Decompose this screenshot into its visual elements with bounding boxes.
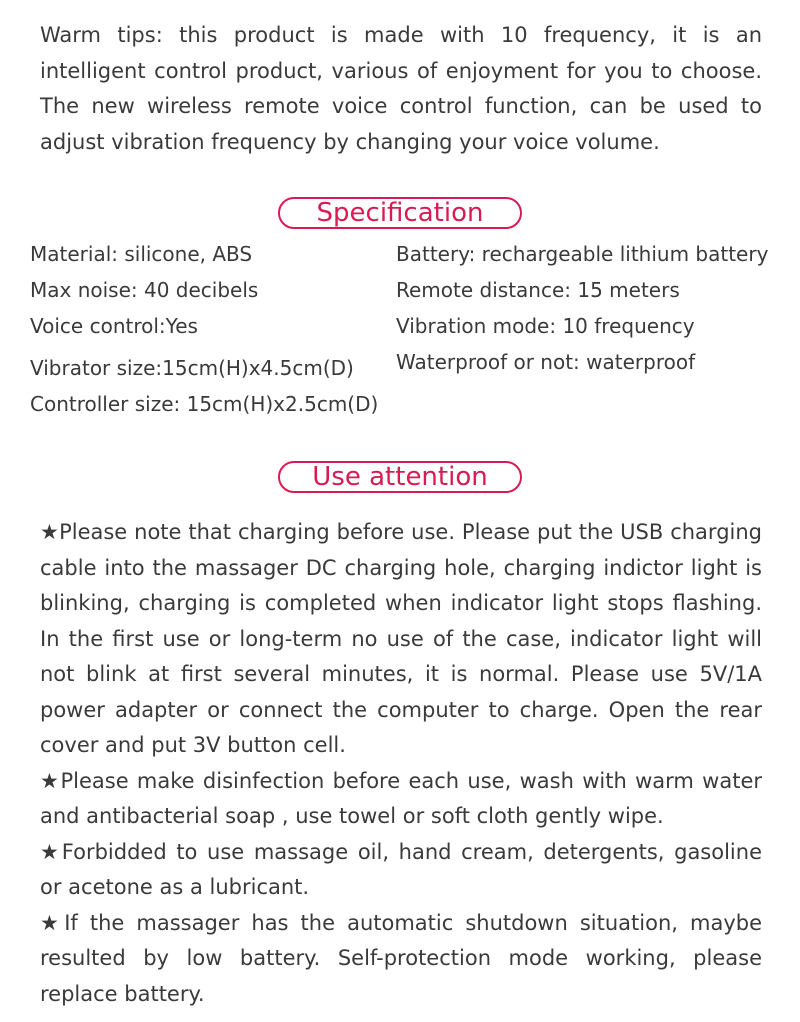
spec-material: Material: silicone, ABS bbox=[30, 242, 253, 266]
spec-controller-size: Controller size: 15cm(H)x2.5cm(D) bbox=[30, 392, 379, 416]
spec-waterproof: Waterproof or not: waterproof bbox=[396, 350, 696, 374]
spec-remote-distance: Remote distance: 15 meters bbox=[396, 278, 680, 302]
spec-list-right bbox=[396, 236, 768, 380]
specification-heading: Specification bbox=[278, 197, 522, 229]
spec-vibrator-size: Vibrator size:15cm(H)x4.5cm(D) bbox=[30, 356, 354, 380]
spec-list-left bbox=[30, 236, 378, 422]
attention-item-shutdown: ★If the massager has the automatic shutdown situation, maybe resulted by low battery. Self-protection mode working, please replace battery. bbox=[40, 910, 762, 1006]
use-attention-heading: Use attention bbox=[278, 461, 522, 493]
attention-item-charging: ★Please note that charging before use. Please put the USB charging cable into the massager DC charging hole, charging indictor light is blinking, charging is completed when indicator light stops flashing. In the first use or long-term no use of the case, indicator light will not blink at first several minutes, it is normal. Please use 5V/1A power adapter or connect the computer to charge. Open the rear cover and put 3V button cell. bbox=[40, 520, 762, 757]
spec-voice-control: Voice control:Yes bbox=[30, 314, 198, 338]
attention-item-lubricant: ★Forbidded to use massage oil, hand cream, detergents, gasoline or acetone as a lubricant. bbox=[40, 839, 762, 899]
spec-max-noise: Max noise: 40 decibels bbox=[30, 278, 259, 302]
use-attention-list bbox=[40, 515, 762, 1012]
spec-vibration-mode: Vibration mode: 10 frequency bbox=[396, 314, 695, 338]
spec-battery: Battery: rechargeable lithium battery bbox=[396, 242, 769, 266]
attention-item-disinfection: ★Please make disinfection before each use, wash with warm water and antibacterial soap , use towel or soft cloth gently wipe. bbox=[40, 768, 762, 828]
warm-tips-text: Warm tips: this product is made with 10 frequency, it is an intelligent control product, various of enjoyment for you to choose. The new wireless remote voice control function, can be used to adjust vibration frequency by changing your voice volume. bbox=[40, 23, 762, 154]
